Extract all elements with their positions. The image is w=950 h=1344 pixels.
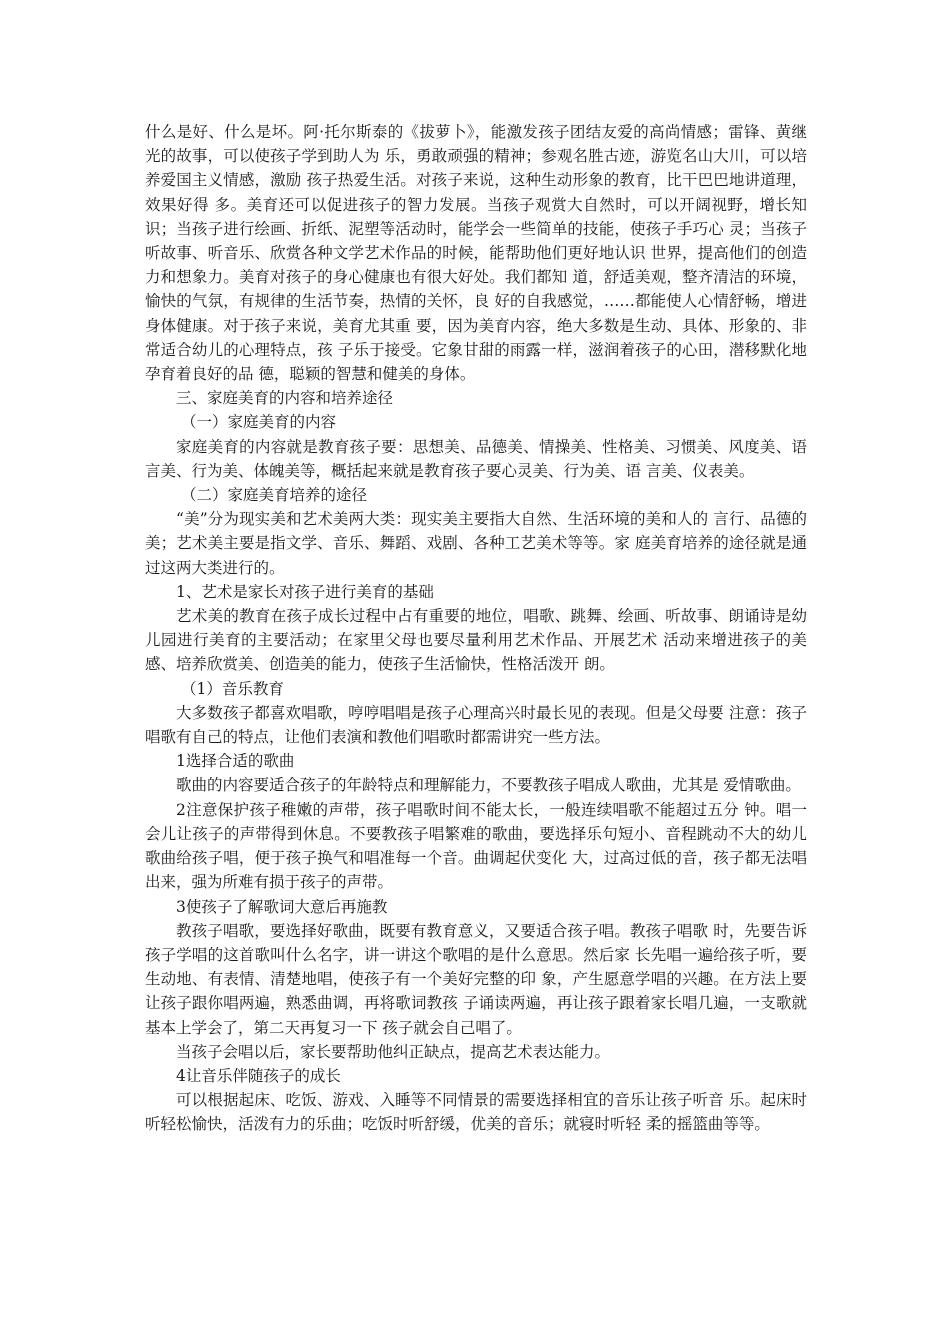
- heading-art-foundation: 1、艺术是家长对孩子进行美育的基础: [176, 582, 434, 601]
- paragraph-art: 艺术美的教育在孩子成长过程中占有重要的地位，唱歌、跳舞、绘画、听故事、朗诵诗是幼儿园进行美育的主要活动；在家里父母也要尽量利用艺术作品、开展艺术 活动来增进孩子的美感、培养欣赏美、创造美的能力，使孩子生活愉快，性格活泼开 朗。: [145, 607, 807, 674]
- heading-music-growth: 4让音乐伴随孩子的成长: [176, 1066, 341, 1085]
- paragraph-teaching-method: 教孩子唱歌，要选择好歌曲，既要有教育意义，又要适合孩子唱。教孩子唱歌 时，先要告诉孩子学唱的这首歌叫什么名字，讲一讲这个歌唱的是什么意思。然后家 长先唱一遍给孩子听，要生动地、有表情、清楚地唱，使孩子有一个美好完整的印 象，产生愿意学唱的兴趣。在方法上要让孩子跟你唱两遍，熟悉曲调，再将歌词教孩 子诵读两遍，再让孩子跟着家长唱几遍，一支歌就基本上学会了，第二天再复习一下 孩子就会自己唱了。: [145, 921, 807, 1037]
- document-body: [145, 120, 807, 1137]
- paragraph-music-growth: 可以根据起床、吃饭、游戏、入睡等不同情景的需要选择相宜的音乐让孩子听音 乐。起床时听轻松愉快，活泼有力的乐曲；吃饭时听舒缓，优美的音乐；就寝时听轻 柔的摇篮曲等等。: [145, 1091, 807, 1134]
- heading-choose-songs: 1选择合适的歌曲: [176, 752, 295, 771]
- paragraph-correct-flaws: 当孩子会唱以后，家长要帮助他纠正缺点，提高艺术表达能力。: [176, 1042, 611, 1061]
- paragraph-protect-voice: 2注意保护孩子稚嫩的声带，孩子唱歌时间不能太长，一般连续唱歌不能超过五分 钟。唱一会儿让孩子的声带得到休息。不要教孩子唱繁难的歌曲，要选择乐句短小、音程跳动不大的幼儿歌曲给孩子唱，便于孩子换气和唱准每一个音。曲调起伏变化 大，过高过低的音，孩子都无法唱出来，强为所难有损于孩子的声带。: [145, 800, 807, 892]
- heading-content: （一）家庭美育的内容: [181, 413, 337, 432]
- paragraph-approach: “美”分为现实美和艺术美两大类：现实美主要指大自然、生活环境的美和人的 言行、品德的美；艺术美主要是指文学、音乐、舞蹈、戏剧、各种工艺美术等等。家 庭美育培养的途径就是通过这两大类进行的。: [145, 510, 807, 577]
- paragraph-intro: 什么是好、什么是坏。阿·托尔斯泰的《拔萝卜》，能激发孩子团结友爱的高尚情感；雷锋、黄继光的故事，可以使孩子学到助人为 乐，勇敢顽强的精神；参观名胜古迹，游览名山大川，可以培养爱国主义情感，激励 孩子热爱生活。对孩子来说，这种生动形象的教育，比干巴巴地讲道理，效果好得 多。美育还可以促进孩子的智力发展。当孩子观赏大自然时，可以开阔视野，增长知 识；当孩子进行绘画、折纸、泥塑等活动时，能学会一些简单的技能，使孩子手巧心 灵；当孩子听故事、听音乐、欣赏各种文学艺术作品的时候，能帮助他们更好地认识 世界，提高他们的创造力和想象力。美育对孩子的身心健康也有很大好处。我们都知 道，舒适美观，整齐清洁的环境，愉快的气氛，有规律的生活节奏，热情的关怀，良 好的自我感觉，……都能使人心情舒畅，增进身体健康。对于孩子来说，美育尤其重 要，因为美育内容，绝大多数是生动、具体、形象的、非常适合幼儿的心理特点，孩 子乐于接受。它象甘甜的雨露一样，滋润着孩子的心田，潜移默化地孕育着良好的品 德，聪颖的智慧和健美的身体。: [145, 123, 807, 384]
- paragraph-choose-songs: 歌曲的内容要适合孩子的年龄特点和理解能力，不要教孩子唱成人歌曲，尤其是 爱情歌曲。: [176, 776, 801, 795]
- heading-lyrics: 3使孩子了解歌词大意后再施教: [176, 897, 388, 916]
- paragraph-music-intro: 大多数孩子都喜欢唱歌，哼哼唱唱是孩子心理高兴时最长见的表现。但是父母要 注意：孩子唱歌有自己的特点，让他们表演和教他们唱歌时都需讲究一些方法。: [145, 703, 807, 747]
- heading-approach: （二）家庭美育培养的途径: [181, 486, 368, 505]
- heading-music-education: （1）音乐教育: [181, 679, 284, 698]
- heading-section-3: 三、家庭美育的内容和培养途径: [176, 389, 394, 408]
- paragraph-content: 家庭美育的内容就是教育孩子要：思想美、品德美、情操美、性格美、习惯美、风度美、语言美、行为美、体魄美等，概括起来就是教育孩子要心灵美、行为美、语 言美、仪表美。: [145, 437, 807, 480]
